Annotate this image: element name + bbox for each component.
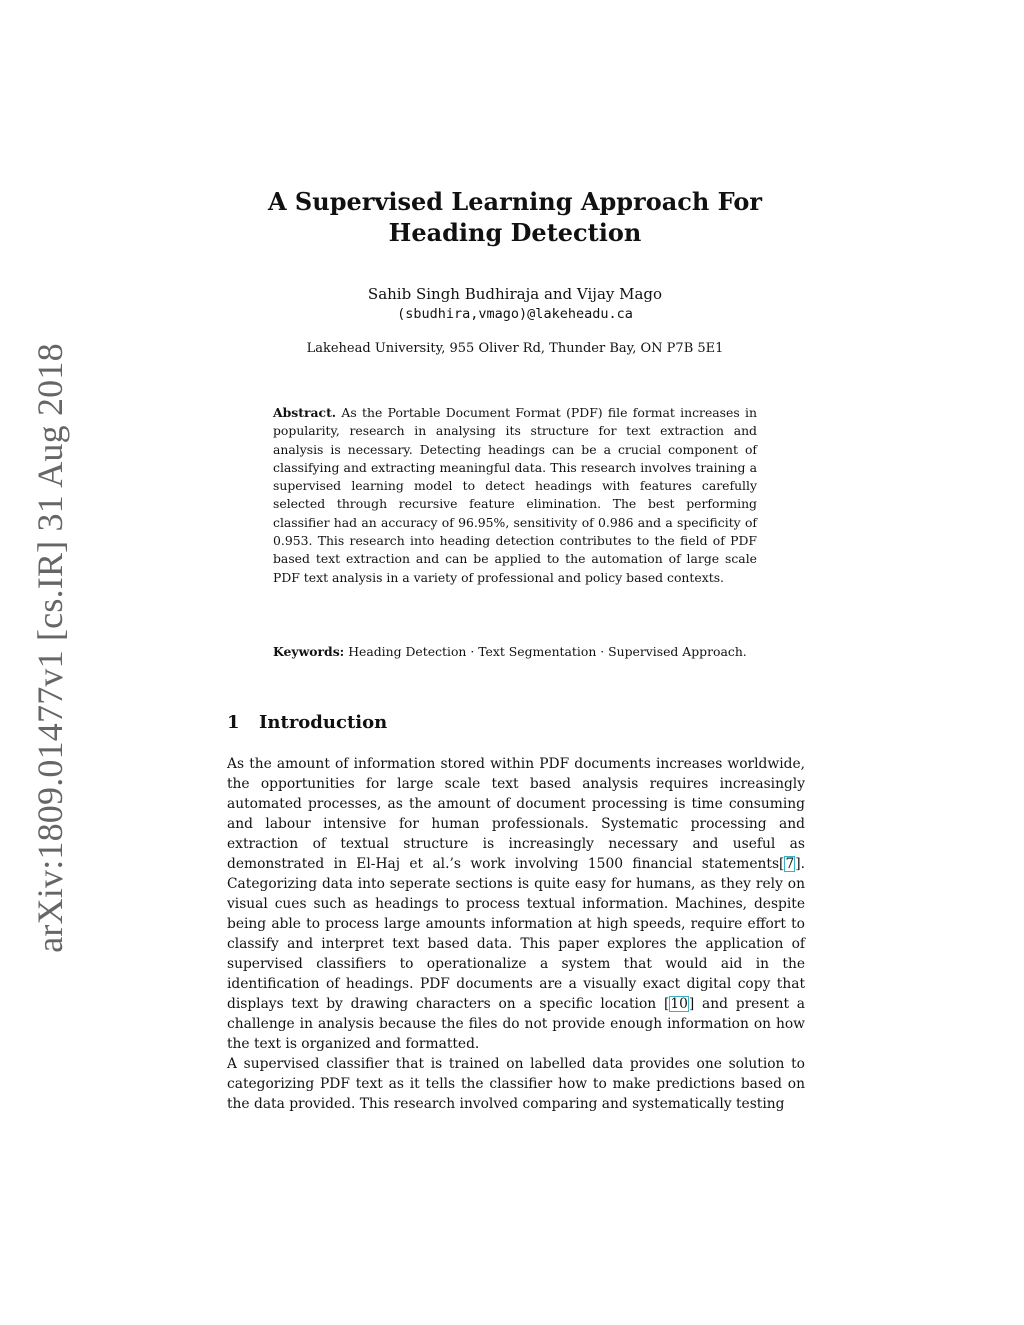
intro-paragraph-1-part-3: and present a challenge in analysis because the files do not provide enough information on how the text is organized and formatted. <box>227 996 805 1052</box>
intro-paragraph-1: As the amount of information stored within PDF documents increases worldwide, the opportunities for large scale text based analysis requires increasingly automated processes, as the amount of document processing is time consuming and labour intensive for human professionals. Systematic processing and extraction of textual structure is increasingly necessary and useful as demonstrated in El-Haj et al.’s work involving 1500 financial statements[7]. Categorizing data into seperate sections is quite easy for humans, as they rely on visual cues such as headings to process textual information. Machines, despite being able to process large amounts information at high speeds, require effort to classify and interpret text based data. This paper explores the application of supervised classifiers to operationalize a system that would aid in the identification of headings. PDF documents are a visually exact digital copy that displays text by drawing characters on a specific location [10] and present a challenge in analysis because the files do not provide enough information on how the text is organized and formatted. <box>227 756 805 1052</box>
section-number: 1 <box>227 712 240 733</box>
intro-paragraph-2: A supervised classifier that is trained on labelled data provides one solution to categorizing PDF text as it tells the classifier how to make predictions based on the data provided. This research involved comparing and systematically testing <box>227 1056 805 1112</box>
keywords-label: Keywords: <box>273 644 345 659</box>
abstract-label: Abstract. <box>273 405 337 420</box>
paper-title: A Supervised Learning Approach For Heading Detection <box>267 187 763 247</box>
citation-link-10[interactable]: 10 <box>670 996 688 1012</box>
section-title: Introduction <box>259 712 388 733</box>
section-heading-introduction <box>227 711 627 735</box>
author-email: (sbudhira,vmago)@lakeheadu.ca <box>397 306 633 322</box>
intro-paragraph-1-part-1: As the amount of information stored within PDF documents increases worldwide, the opportunities for large scale text based analysis requires increasingly automated processes, as the amount of document processing is time consuming and labour intensive for human professionals. Systematic processing and extraction of textual structure is increasingly necessary and useful as demonstrated in El-Haj et al.’s work involving 1500 financial statements <box>227 756 805 872</box>
abstract-text: As the Portable Document Format (PDF) file format increases in popularity, research in analysing its structure for text extraction and analysis is necessary. Detecting headings can be a crucial component of classifying and extracting meaningful data. This research involves training a supervised learning model to detect headings with features carefully selected through recursive feature elimination. The best performing classifier had an accuracy of 96.95%, sensitivity of 0.986 and a specificity of 0.953. This research into heading detection contributes to the field of PDF based text extraction and can be applied to the automation of large scale PDF text analysis in a variety of professional and policy based contexts. <box>273 405 757 585</box>
arxiv-identifier-stamp <box>22 343 78 953</box>
keywords-text: Heading Detection · Text Segmentation · Supervised Approach. <box>348 644 747 659</box>
paper-authors: Sahib Singh Budhiraja and Vijay Mago <box>367 285 663 303</box>
citation-link-7[interactable]: 7 <box>785 856 795 872</box>
arxiv-identifier-text: arXiv:1809.01477v1 [cs.IR] 31 Aug 2018 <box>30 343 71 953</box>
intro-paragraph-1-part-2: . Categorizing data into seperate sections is quite easy for humans, as they rely on visual cues such as headings to process textual information. Machines, despite being able to process large amounts information at high speeds, require effort to classify and interpret text based data. This paper explores the application of supervised classifiers to operationalize a system that would aid in the identification of headings. PDF documents are a visually exact digital copy that displays text by drawing characters on a specific location <box>227 856 805 1012</box>
abstract <box>273 404 757 587</box>
keywords <box>273 643 757 661</box>
author-affiliation: Lakehead University, 955 Oliver Rd, Thunder Bay, ON P7B 5E1 <box>306 341 724 356</box>
